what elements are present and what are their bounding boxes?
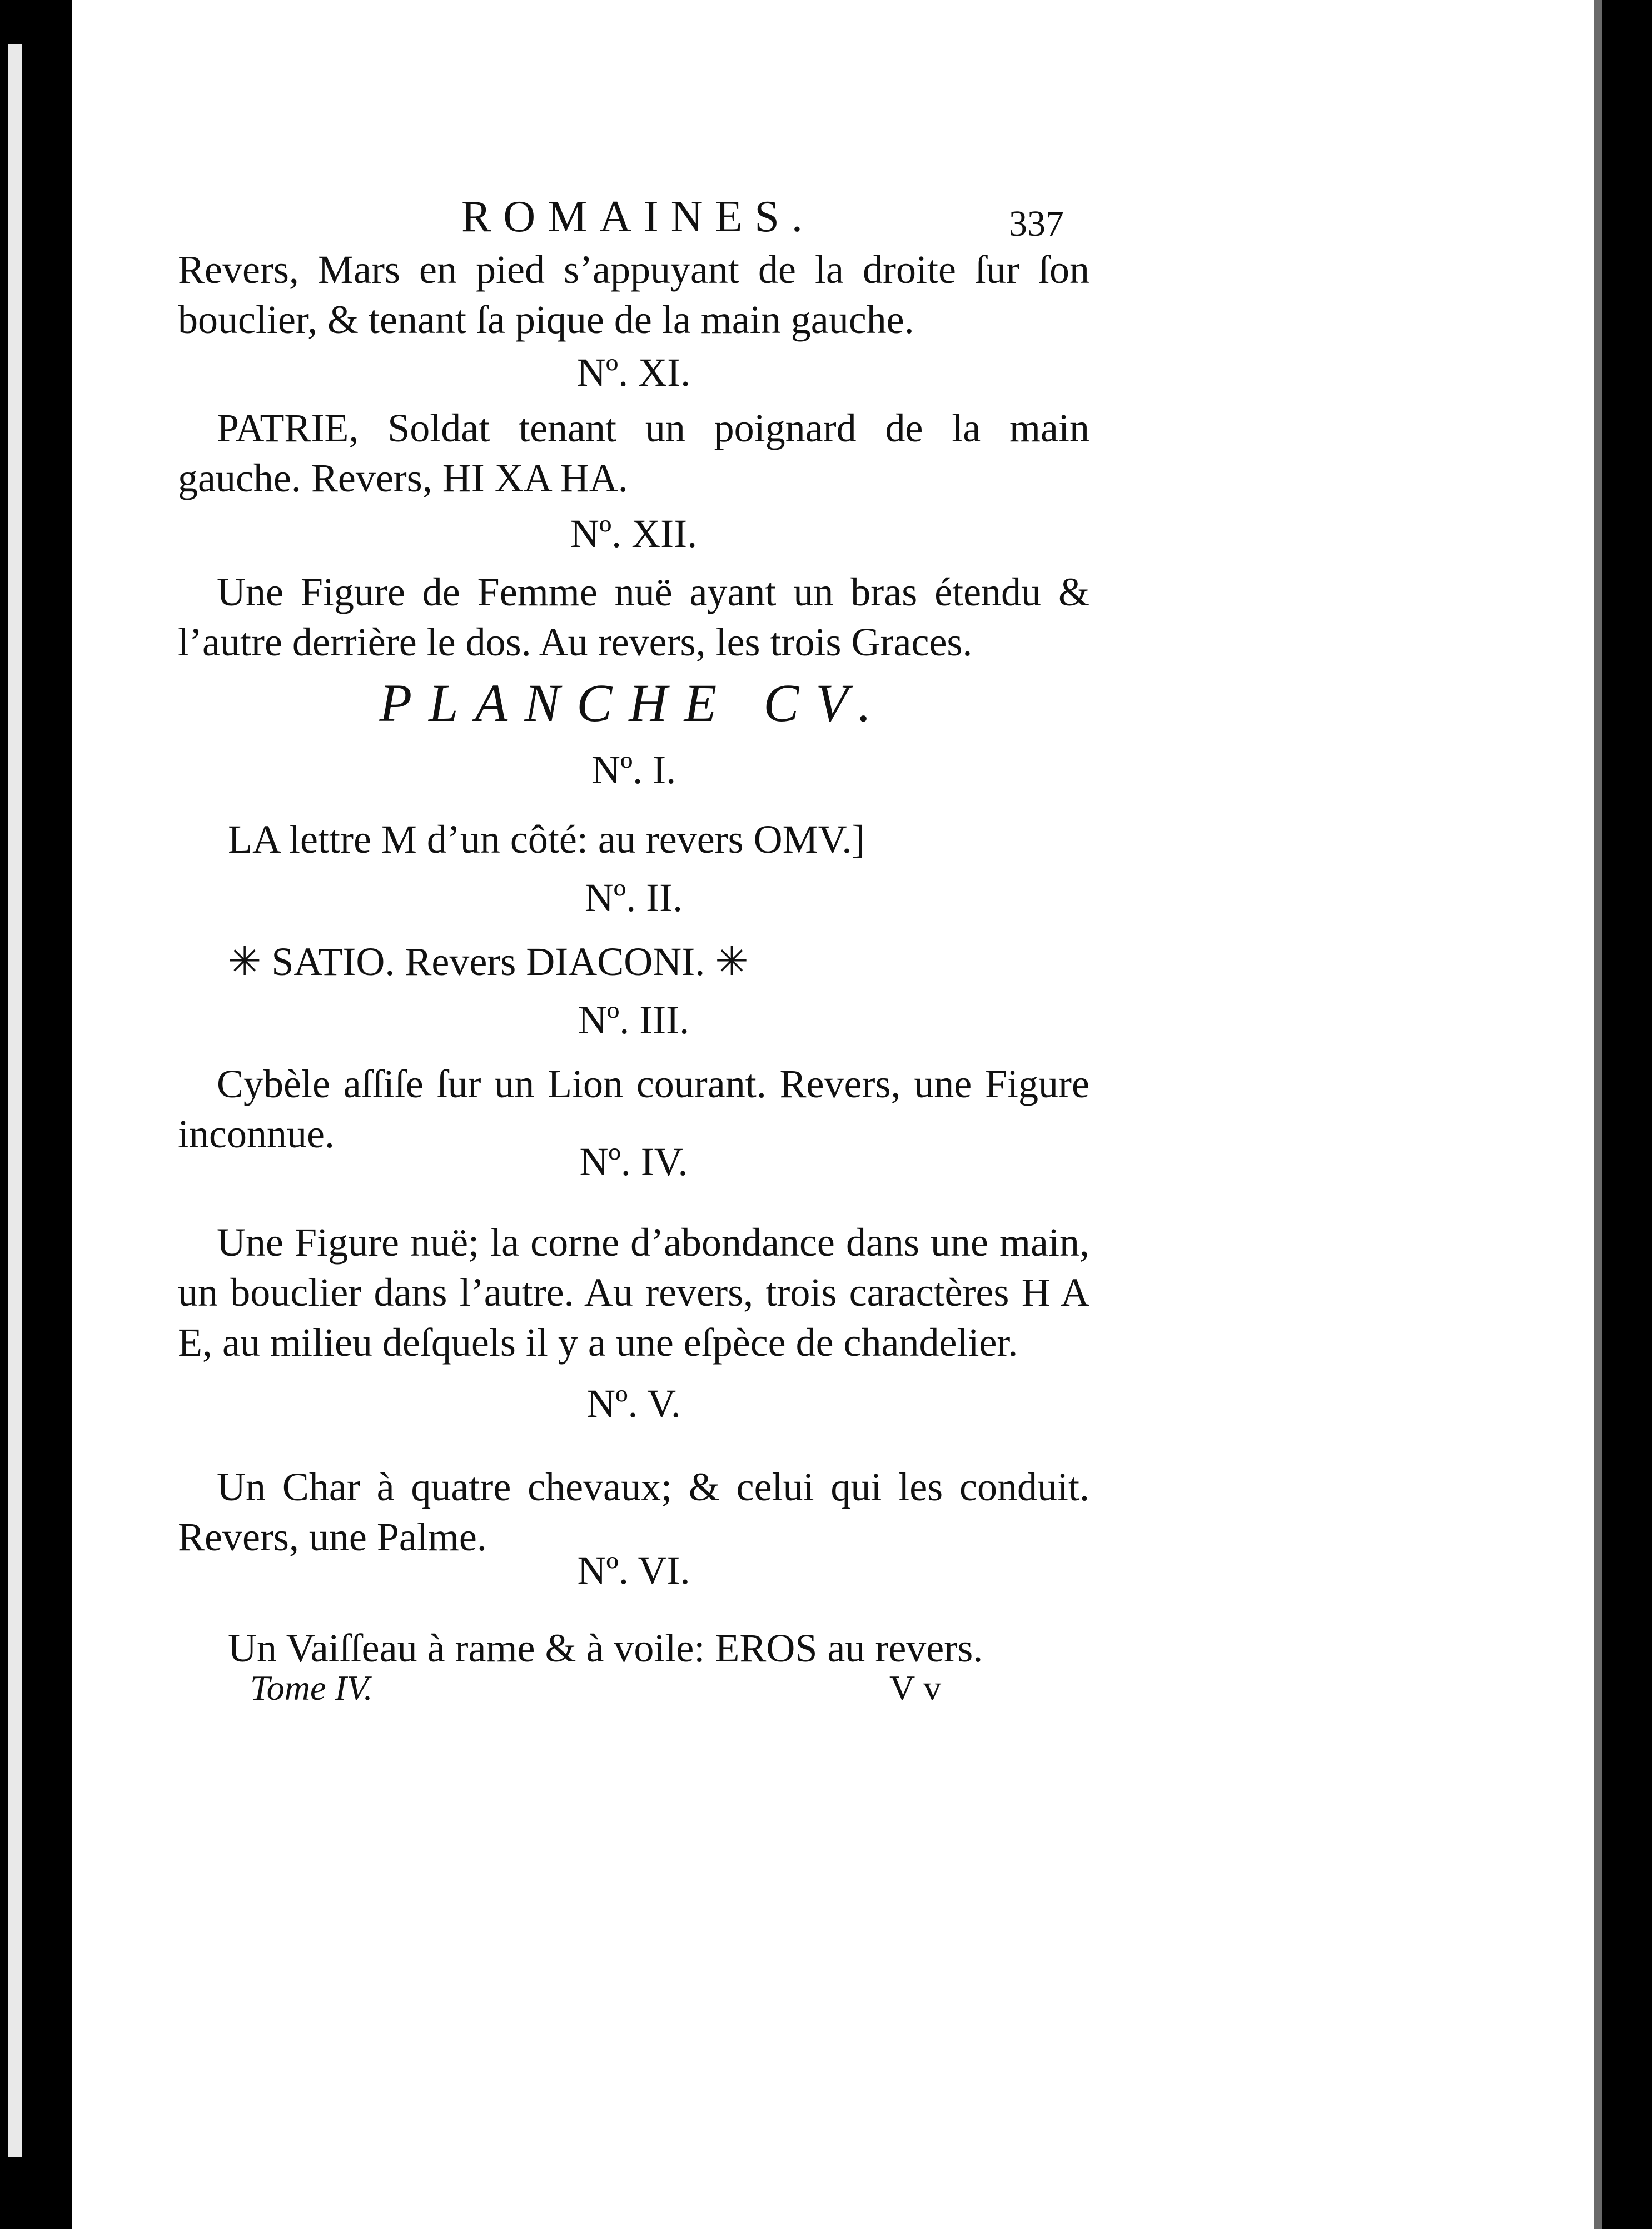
gathering-signature: V v xyxy=(889,1668,942,1708)
book-page xyxy=(178,0,1089,2229)
scan-border-right xyxy=(1602,0,1652,2229)
running-head xyxy=(178,192,1089,253)
paragraph-no-v: Un Char à quatre chevaux; & celui qui les conduit. Revers, une Palme. xyxy=(178,1465,1089,1559)
paragraph-no-i: LA lettre M d’un côté: au revers OMV.] xyxy=(228,817,865,862)
plate-title: PLANCHE CV. xyxy=(379,673,888,733)
paragraph-no-ii xyxy=(228,937,749,987)
heading-no-vi: Nº. VI. xyxy=(577,1548,690,1593)
asterisk-icon: ✳ xyxy=(715,939,749,984)
page-number: 337 xyxy=(1009,203,1064,244)
heading-no-iii: Nº. III. xyxy=(578,998,690,1042)
paragraph-no-iii: Cybèle aſſiſe ſur un Lion courant. Revers, une Figure inconnue. xyxy=(178,1062,1089,1156)
volume-signature: Tome IV. xyxy=(250,1668,373,1708)
heading-no-xii: Nº. XII. xyxy=(570,511,698,556)
paragraph-revers-mars: Revers, Mars en pied s’appuyant de la droite ſur ſon bouclier, & tenant ſa pique de la main gauche. xyxy=(178,247,1089,342)
heading-no-xi: Nº. XI. xyxy=(576,350,691,395)
paragraph-no-vi: Un Vaiſſeau à rame & à voile: EROS au revers. xyxy=(228,1626,983,1670)
heading-no-v: Nº. V. xyxy=(586,1381,681,1426)
heading-no-i: Nº. I. xyxy=(591,748,676,792)
scan-border-left xyxy=(0,0,72,2229)
paragraph-no-xii: Une Figure de Femme nuë ayant un bras étendu & l’autre derrière le dos. Au revers, les trois Graces. xyxy=(178,570,1089,664)
paragraph-no-ii-text: SATIO. Revers DIACONI. xyxy=(271,939,705,984)
paragraph-no-iv: Une Figure nuë; la corne d’abondance dans une main, un bouclier dans l’autre. Au revers, trois caractères H A E, au milieu deſquels il y a une eſpèce de chandelier. xyxy=(178,1220,1089,1365)
page-edge-left xyxy=(8,44,22,2157)
asterisk-icon: ✳ xyxy=(228,939,262,984)
page-edge-right xyxy=(1594,0,1602,2229)
paragraph-no-xi: PATRIE, Soldat tenant un poignard de la main gauche. Revers, HI XA HA. xyxy=(178,406,1089,500)
running-title: ROMAINES. xyxy=(461,192,815,241)
heading-no-iv: Nº. IV. xyxy=(579,1140,688,1184)
heading-no-ii: Nº. II. xyxy=(584,875,683,920)
